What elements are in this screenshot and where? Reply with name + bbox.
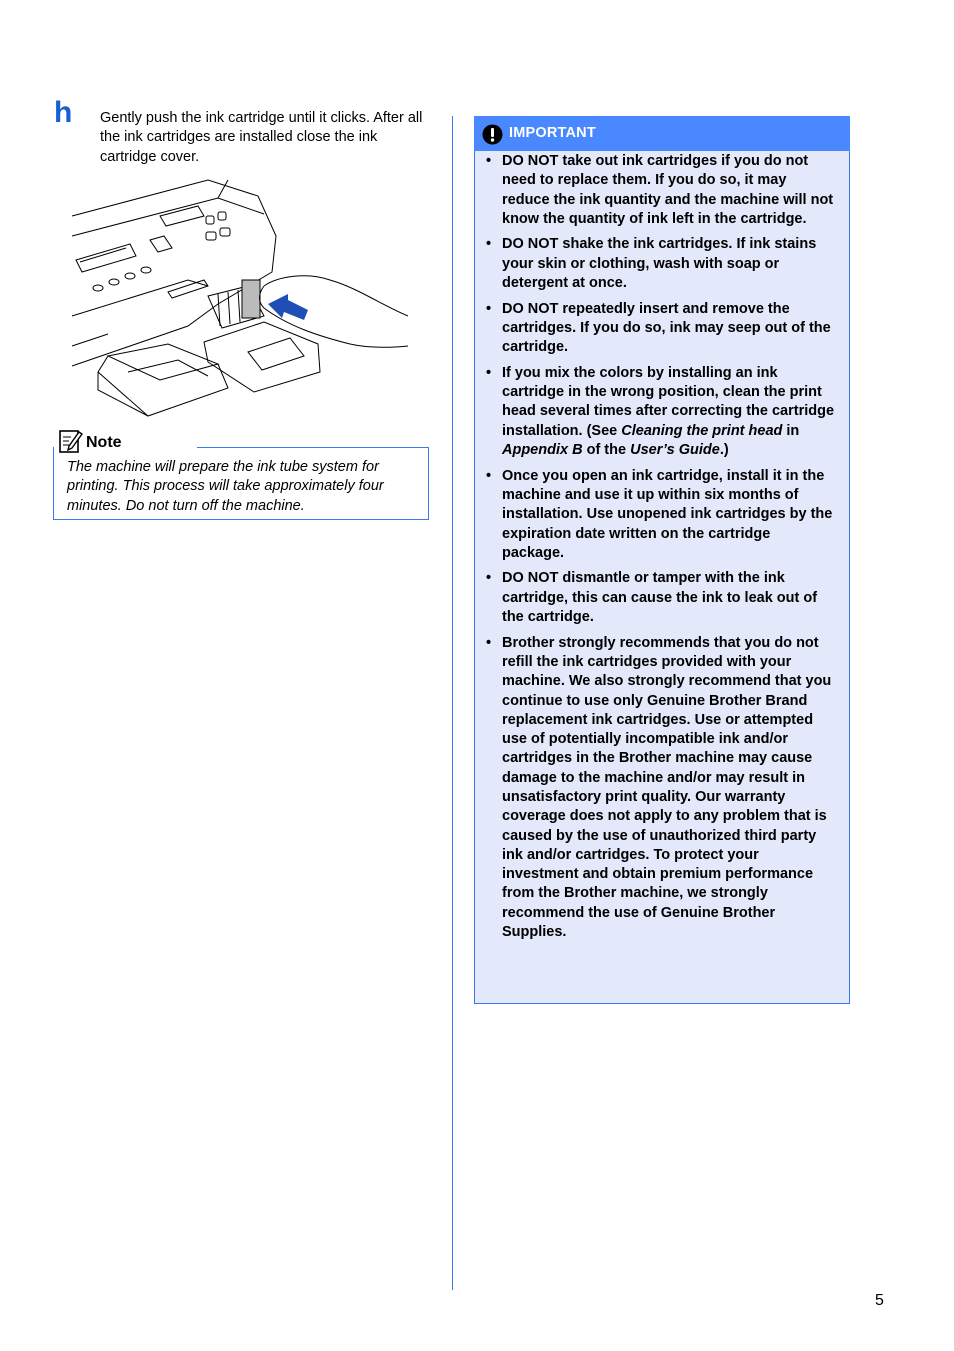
page-number: 5 — [875, 1292, 884, 1309]
bullet: • — [486, 634, 492, 651]
important-item-reference: User’s Guide — [630, 442, 720, 459]
bullet: • — [486, 570, 492, 587]
important-list-item — [486, 467, 836, 563]
important-item-text: DO NOT repeatedly insert and remove the cartridges. If you do so, ink may seep out of the cartridge. — [502, 300, 831, 356]
important-item-reference: Appendix B — [502, 442, 583, 459]
note-pencil-icon — [57, 428, 83, 454]
bullet: • — [486, 300, 492, 317]
important-list-item — [486, 634, 836, 943]
important-item-text: .) — [719, 442, 729, 459]
important-item-text: in — [782, 422, 800, 439]
important-list-item — [486, 235, 836, 293]
printer-ink-cartridge-illustration — [68, 176, 413, 418]
important-item-text: Brother strongly recommends that you do not refill the ink cartridges provided with your machine. We also strongly recommend that you continue to use only Genuine Brother Brand replacement ink cartridges. Use or attempted use of potentially incompatible ink and/or cartridges in the Brother machine may cause damage to the machine and/or may result in unsatisfactory print quality. Our warranty coverage does not apply to any problem that is caused by the use of unauthorized third party ink and/or cartridges. To protect your investment and obtain premium performance from the Brother machine, we strongly recommend the use of Genuine Brother Supplies. — [502, 634, 832, 941]
exclamation-icon — [482, 124, 503, 145]
important-list — [486, 152, 836, 949]
important-item-text: DO NOT shake the ink cartridges. If ink stains your skin or clothing, wash with soap or detergent at once. — [502, 236, 817, 292]
bullet: • — [486, 236, 492, 253]
important-list-item — [486, 152, 836, 229]
important-list-item — [486, 569, 836, 627]
bullet: • — [486, 153, 492, 169]
important-title: IMPORTANT — [509, 125, 596, 141]
important-item-text: DO NOT take out ink cartridges if you do not need to replace them. If you do so, it may reduce the ink quantity and the machine will not know the quantity of ink left in the cartridge. — [502, 153, 834, 227]
important-item-text: of the — [582, 442, 631, 459]
bullet: • — [486, 364, 492, 381]
note-title: Note — [86, 434, 122, 451]
important-list-item — [486, 300, 836, 358]
important-item-text: If you mix the colors by installing an ink cartridge in the wrong position, clean the print head several times after correcting the cartridge installation. (See — [502, 364, 835, 439]
important-item-text: DO NOT dismantle or tamper with the ink cartridge, this can cause the ink to leak out of the cartridge. — [502, 570, 818, 626]
important-item-text: Once you open an ink cartridge, install it in the machine and use it up within six months of installation. Use unopened ink cartridges by the expiration date written on the cartridge package. — [502, 467, 833, 561]
step-instruction: Gently push the ink cartridge until it clicks. After all the ink cartridges are installed close the ink cartridge cover. — [100, 110, 423, 165]
important-item-reference: Cleaning the print head — [621, 422, 783, 439]
bullet: • — [486, 467, 492, 484]
note-text: The machine will prepare the ink tube system for printing. This process will take approximately four minutes. Do not turn off the machine. — [67, 459, 384, 514]
column-divider — [452, 116, 453, 1290]
important-list-item — [486, 364, 836, 460]
step-letter: h — [54, 96, 73, 129]
